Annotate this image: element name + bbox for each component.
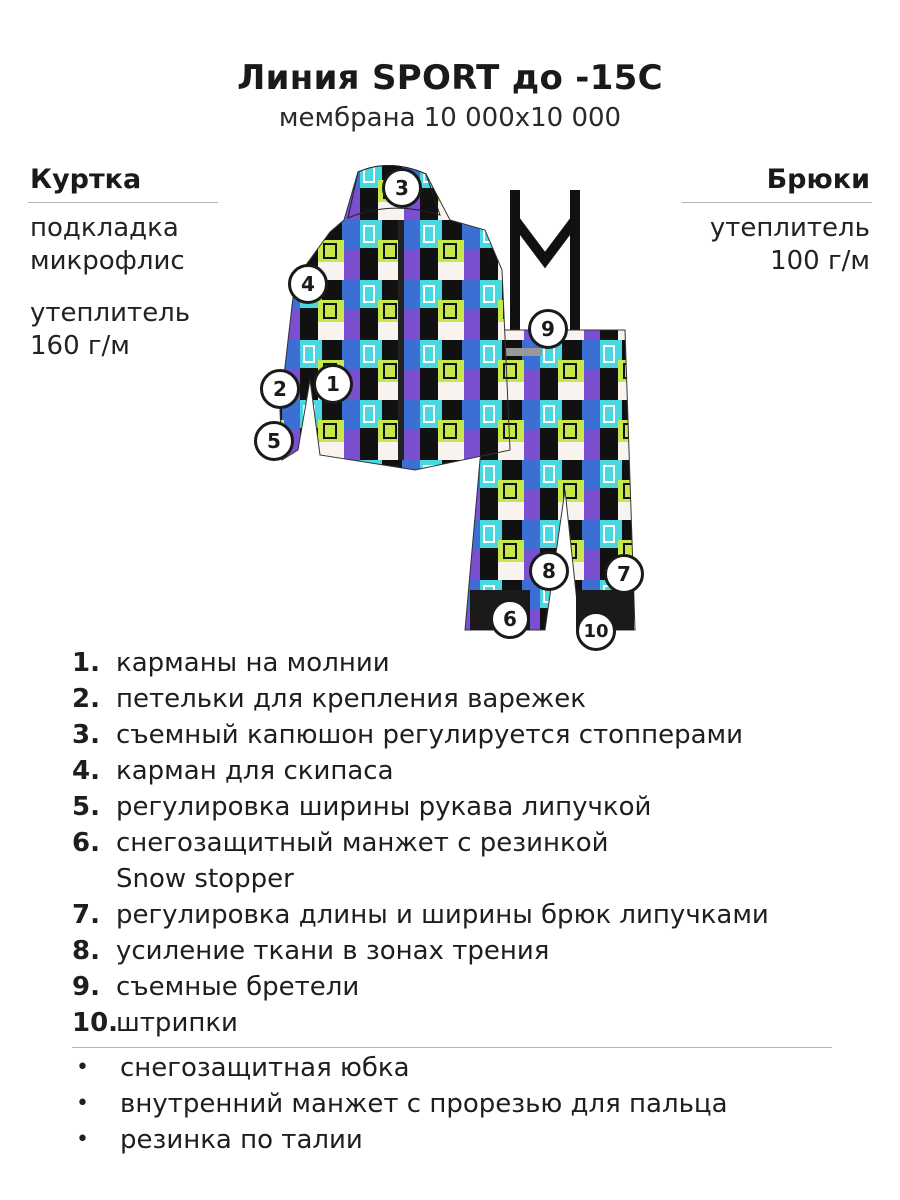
jacket-heading: Куртка — [30, 164, 142, 195]
bullet-glyph: • — [76, 1091, 89, 1116]
bullet-glyph: • — [76, 1127, 89, 1152]
feature-text: регулировка длины и ширины брюк липучками — [116, 900, 769, 930]
feature-text: усиление ткани в зонах трения — [116, 936, 550, 966]
feature-text: регулировка ширины рукава липучкой — [116, 792, 652, 822]
page-title: Линия SPORT до -15С — [237, 58, 663, 98]
feature-text: карманы на молнии — [116, 648, 390, 678]
callout-9: 9 — [528, 309, 568, 349]
extra-item — [72, 1050, 852, 1086]
callout-8: 8 — [529, 551, 569, 591]
jacket-insulation-line-2: 160 г/м — [30, 331, 130, 361]
feature-text: съемный капюшон регулируется стопперами — [116, 720, 744, 750]
feature-text: съемные бретели — [116, 972, 360, 1002]
page-subtitle: мембрана 10 000х10 000 — [278, 103, 622, 133]
extra-text: внутренний манжет с прорезью для пальца — [120, 1089, 728, 1119]
jacket-insulation-spec — [30, 297, 190, 363]
feature-item — [72, 681, 852, 717]
callout-1: 1 — [313, 364, 353, 404]
feature-item — [72, 825, 852, 861]
callout-10: 10 — [576, 611, 616, 651]
jacket-lining-spec — [30, 212, 185, 278]
callout-5: 5 — [254, 421, 294, 461]
callout-2: 2 — [260, 369, 300, 409]
feature-item — [72, 645, 852, 681]
feature-text: карман для скипаса — [116, 756, 394, 786]
feature-item — [72, 753, 852, 789]
extra-item — [72, 1086, 852, 1122]
pants-insulation-line-2: 100 г/м — [770, 246, 870, 276]
feature-number — [72, 861, 116, 897]
pants-heading: Брюки — [766, 164, 870, 195]
extra-text: снегозащитная юбка — [120, 1053, 410, 1083]
callout-3: 3 — [382, 168, 422, 208]
jacket-graphic — [280, 165, 510, 470]
feature-item — [72, 897, 852, 933]
pants-insulation-line-1: утеплитель — [709, 213, 870, 243]
jacket-insulation-line-1: утеплитель — [30, 298, 191, 328]
feature-item — [72, 933, 852, 969]
feature-number: 9. — [72, 972, 100, 1002]
callout-4: 4 — [288, 264, 328, 304]
feature-item — [72, 789, 852, 825]
feature-item — [72, 717, 852, 753]
features-divider — [72, 1047, 832, 1048]
feature-number: 1. — [72, 648, 100, 678]
extra-item — [72, 1122, 852, 1158]
pants-heading-rule — [682, 202, 872, 203]
extras-list — [72, 1050, 852, 1158]
pants-insulation-spec — [710, 212, 870, 278]
feature-number: 6. — [72, 828, 100, 858]
feature-number: 2. — [72, 684, 100, 714]
feature-number: 3. — [72, 720, 100, 750]
feature-number: 8. — [72, 936, 100, 966]
snowsuit-illustration — [240, 160, 670, 660]
extra-text: резинка по талии — [120, 1125, 363, 1155]
feature-number: 10. — [72, 1008, 119, 1038]
jacket-lining-line-1: подкладка — [30, 213, 179, 243]
callout-7: 7 — [604, 554, 644, 594]
feature-item — [72, 861, 852, 897]
feature-item — [72, 969, 852, 1005]
feature-item — [72, 1005, 852, 1041]
callout-6: 6 — [490, 599, 530, 639]
feature-text: снегозащитный манжет с резинкой — [116, 828, 609, 858]
feature-text: штрипки — [116, 1008, 238, 1038]
feature-text: петельки для крепления варежек — [116, 684, 586, 714]
feature-text: Snow stopper — [116, 864, 294, 894]
feature-list — [72, 645, 852, 1041]
feature-number: 7. — [72, 900, 100, 930]
bullet-glyph: • — [76, 1055, 89, 1080]
feature-number: 4. — [72, 756, 100, 786]
feature-number: 5. — [72, 792, 100, 822]
jacket-lining-line-2: микрофлис — [30, 246, 185, 276]
jacket-heading-rule — [28, 202, 218, 203]
